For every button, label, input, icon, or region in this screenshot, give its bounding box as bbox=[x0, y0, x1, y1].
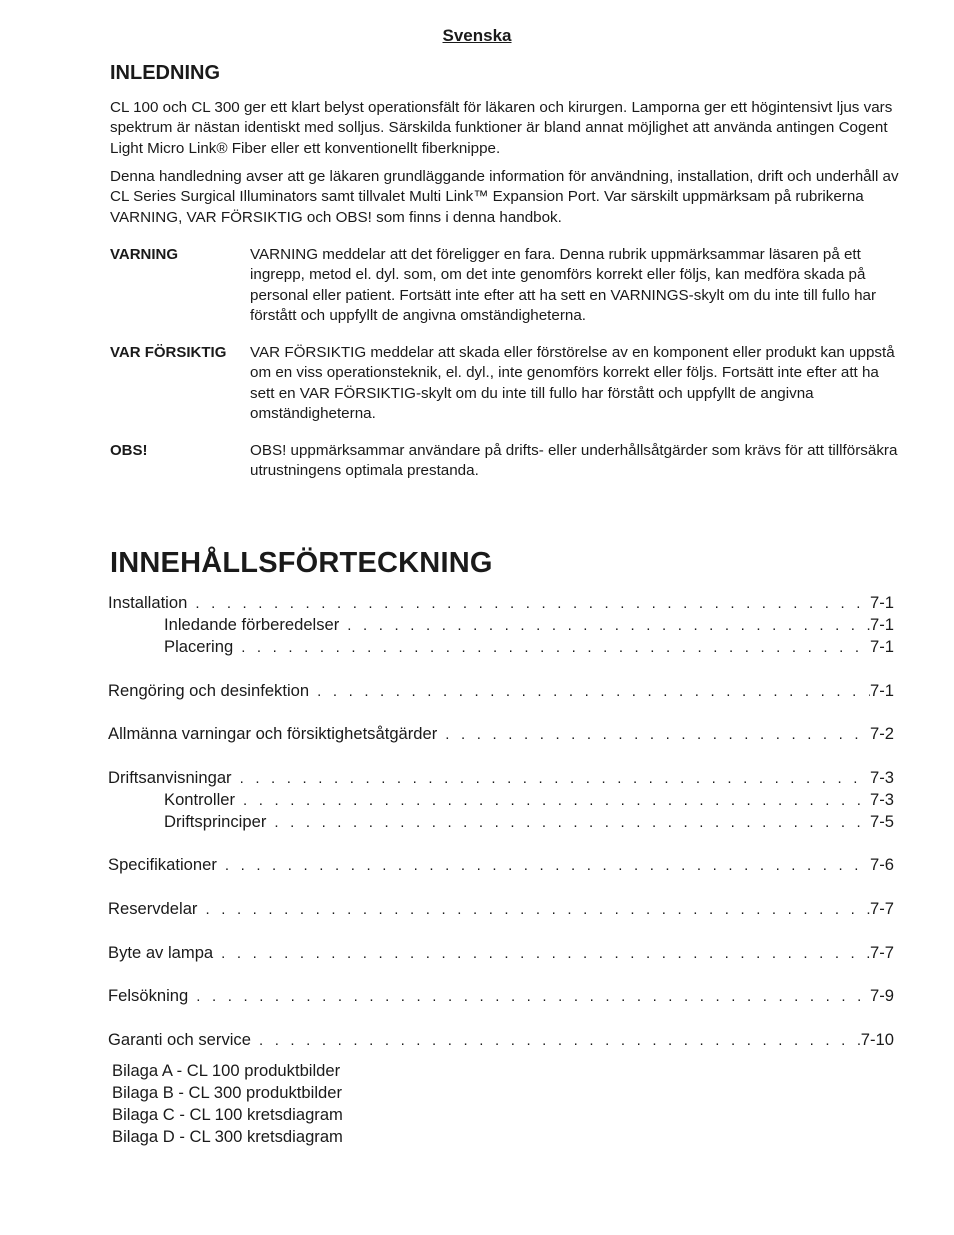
toc-entry-page: 7-10 bbox=[860, 1029, 894, 1049]
toc-entry-title: Driftsanvisningar bbox=[108, 767, 232, 787]
toc-entry bbox=[108, 592, 894, 614]
toc-entry-page: 7-2 bbox=[870, 724, 894, 744]
toc-leader-dots bbox=[259, 1030, 861, 1052]
appendix-item: Bilaga B - CL 300 produktbilder bbox=[112, 1083, 342, 1102]
toc-entry-title: Placering bbox=[164, 637, 234, 656]
toc-entry bbox=[108, 985, 894, 1007]
toc-entry-page: 7-3 bbox=[870, 767, 894, 787]
toc-heading: INNEHÅLLSFÖRTECKNING bbox=[110, 547, 493, 579]
toc-entry-page: 7-5 bbox=[870, 811, 894, 831]
toc-entry-title: Kontroller bbox=[164, 789, 236, 809]
toc-entry-title: Reservdelar bbox=[108, 898, 198, 918]
notice-label: OBS! bbox=[110, 442, 148, 459]
toc-leader-dots bbox=[347, 615, 870, 637]
appendix-item: Bilaga C - CL 100 kretsdiagram bbox=[112, 1105, 343, 1124]
toc-entry bbox=[108, 942, 894, 964]
toc-leader-dots bbox=[240, 768, 870, 790]
notice-text: VARNING meddelar att det föreligger en fara. Denna rubrik uppmärksammar läsaren på ett ingrepp, metod el. dyl. som, om det inte genomförs korrekt eller följs, kan medföra skada på personal eller patient. Fortsätt inte efter att ha sett en VARNINGS-skylt om du inte till fullo har förstått och uppfyllt de angivna omständigheterna. bbox=[250, 246, 877, 324]
notice-label: VAR FÖRSIKTIG bbox=[110, 344, 227, 361]
toc-entry-title: Specifikationer bbox=[108, 855, 217, 875]
toc-entry bbox=[108, 680, 894, 702]
notice-caution bbox=[110, 343, 910, 424]
toc-entry bbox=[108, 767, 894, 789]
toc-entry bbox=[108, 614, 894, 636]
toc-entry-page: 7-1 bbox=[870, 637, 894, 656]
toc-leader-dots bbox=[205, 899, 870, 921]
toc-entry bbox=[108, 811, 894, 833]
toc-leader-dots bbox=[225, 855, 870, 877]
toc-entry-title: Installation bbox=[108, 593, 188, 612]
toc-entry-page: 7-6 bbox=[870, 855, 894, 875]
toc-entry-page: 7-7 bbox=[870, 898, 894, 918]
toc-entry-page: 7-9 bbox=[870, 986, 894, 1006]
toc-leader-dots bbox=[221, 943, 870, 965]
toc-entry-title: Byte av lampa bbox=[108, 942, 214, 962]
toc-entry-page: 7-7 bbox=[870, 942, 894, 962]
notice-text: OBS! uppmärksammar användare på drifts- eller underhållsåtgärder som krävs för att tillförsäkra utrustningens optimala prestanda. bbox=[250, 442, 898, 480]
toc-entry-title: Inledande förberedelser bbox=[164, 615, 340, 634]
toc-leader-dots bbox=[241, 637, 870, 659]
toc-leader-dots bbox=[195, 593, 870, 615]
intro-paragraph: CL 100 och CL 300 ger ett klart belyst operationsfält för läkaren och kirurgen. Lamporna ger ett högintensivt ljus vars spektrum är nästan identiskt med solljus. Särskilda funktioner är bland annat möjlighet att använda antingen Cogent Light Micro Link® Fiber eller ett konventionellt fiberknippe. bbox=[110, 99, 893, 157]
appendix-item: Bilaga A - CL 100 produktbilder bbox=[112, 1061, 341, 1080]
toc-entry bbox=[108, 854, 894, 876]
toc-entry-title: Rengöring och desinfektion bbox=[108, 680, 310, 700]
toc-entry-page: 7-1 bbox=[870, 680, 894, 700]
toc-entry-page: 7-1 bbox=[870, 615, 894, 634]
toc-entry bbox=[108, 789, 894, 811]
notice-warning bbox=[110, 245, 910, 326]
toc-entry-title: Garanti och service bbox=[108, 1029, 251, 1049]
toc-leader-dots bbox=[196, 986, 870, 1008]
toc-entry bbox=[108, 723, 894, 745]
toc-entry bbox=[108, 1029, 894, 1051]
toc-entry-title: Driftsprinciper bbox=[164, 811, 267, 831]
toc-leader-dots bbox=[445, 724, 870, 746]
notice-note bbox=[110, 441, 910, 482]
toc-entry bbox=[108, 636, 894, 658]
toc-leader-dots bbox=[317, 681, 870, 703]
toc-entry-title: Allmänna varningar och försiktighetsåtgärder bbox=[108, 724, 438, 744]
appendix-list bbox=[112, 1060, 343, 1148]
notice-text: VAR FÖRSIKTIG meddelar att skada eller förstörelse av en komponent eller produkt kan uppstå om en viss operationsteknik, el. dyl., inte genomförs korrekt eller följs. Fortsätt inte efter att ha sett en VAR FÖRSIKTIG-skylt om du inte till fullo har förstått och uppfyllt de angivna omständigheterna. bbox=[250, 344, 895, 422]
toc-entry-page: 7-1 bbox=[870, 593, 894, 612]
intro-heading: INLEDNING bbox=[110, 62, 220, 84]
intro-paragraph: Denna handledning avser att ge läkaren grundläggande information för användning, installation, drift och underhåll av CL Series Surgical Illuminators samt tillvalet Multi Link™ Expansion Port. Var särskilt uppmärksam på rubrikerna VARNING, VAR FÖRSIKTIG och OBS! som finns i denna handbok. bbox=[110, 168, 899, 226]
toc-leader-dots bbox=[274, 812, 870, 834]
toc-entry-title: Felsökning bbox=[108, 986, 189, 1006]
toc-entry bbox=[108, 898, 894, 920]
toc-entry-page: 7-3 bbox=[870, 789, 894, 809]
notice-label: VARNING bbox=[110, 246, 179, 263]
toc-leader-dots bbox=[243, 790, 870, 812]
table-of-contents bbox=[108, 592, 894, 1051]
language-header: Svenska bbox=[442, 26, 512, 45]
appendix-item: Bilaga D - CL 300 kretsdiagram bbox=[112, 1127, 343, 1146]
